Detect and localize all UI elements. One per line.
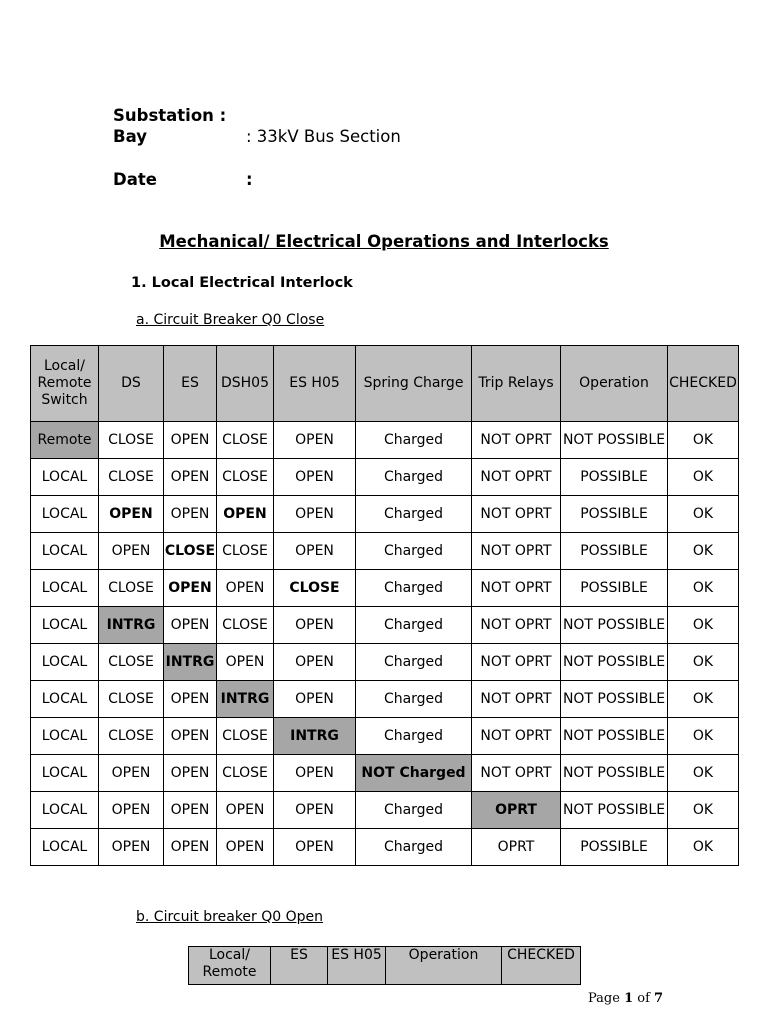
table-cell: OPEN — [274, 681, 356, 718]
table-cell: INTRG — [274, 718, 356, 755]
table-cell: INTRG — [99, 607, 164, 644]
table-row — [31, 829, 739, 866]
interlock-open-table — [188, 946, 581, 985]
table-cell: OPEN — [274, 496, 356, 533]
column-header: Operation — [561, 346, 668, 422]
table-cell: NOT OPRT — [472, 459, 561, 496]
bay-value: : 33kV Bus Section — [246, 127, 401, 146]
table-cell: OPEN — [164, 570, 217, 607]
table-row — [31, 459, 739, 496]
table-row — [31, 644, 739, 681]
date-value: : — [246, 170, 253, 189]
table-cell: OK — [668, 681, 739, 718]
table-cell: POSSIBLE — [561, 533, 668, 570]
column-header: Spring Charge — [356, 346, 472, 422]
column-header: ES H05 — [328, 947, 386, 985]
table-cell: OPEN — [217, 496, 274, 533]
bay-label: Bay — [113, 127, 147, 146]
table-cell: LOCAL — [31, 644, 99, 681]
of-label: of — [637, 991, 650, 1006]
date-field — [113, 170, 253, 189]
table-cell: OPEN — [274, 829, 356, 866]
table-cell: CLOSE — [164, 533, 217, 570]
table-cell: OPEN — [164, 459, 217, 496]
table-cell: Charged — [356, 718, 472, 755]
table-row — [31, 422, 739, 459]
table-cell: OK — [668, 792, 739, 829]
table-cell: NOT OPRT — [472, 681, 561, 718]
table-cell: Remote — [31, 422, 99, 459]
table-cell: OK — [668, 570, 739, 607]
table-cell: Charged — [356, 792, 472, 829]
table-cell: LOCAL — [31, 459, 99, 496]
table-cell: OK — [668, 718, 739, 755]
column-header: Trip Relays — [472, 346, 561, 422]
table-cell: OPEN — [99, 792, 164, 829]
table-cell: OPEN — [217, 829, 274, 866]
table-cell: NOT OPRT — [472, 496, 561, 533]
table-cell: OPEN — [99, 755, 164, 792]
substation-label: Substation : — [113, 106, 227, 125]
table-cell: Charged — [356, 496, 472, 533]
table-cell: LOCAL — [31, 496, 99, 533]
table-row — [31, 533, 739, 570]
table-cell: OPEN — [164, 829, 217, 866]
table-cell: Charged — [356, 681, 472, 718]
table-row — [31, 496, 739, 533]
table-cell: OPEN — [274, 607, 356, 644]
table-cell: OPEN — [99, 496, 164, 533]
table-cell: OPEN — [164, 755, 217, 792]
table-row — [31, 570, 739, 607]
table-cell: CLOSE — [217, 422, 274, 459]
table-cell: Charged — [356, 644, 472, 681]
column-header: ES — [164, 346, 217, 422]
table-cell: NOT POSSIBLE — [561, 422, 668, 459]
column-header: Local/ Remote — [189, 947, 271, 985]
table-cell: NOT OPRT — [472, 533, 561, 570]
table-cell: OPEN — [99, 533, 164, 570]
table-cell: CLOSE — [274, 570, 356, 607]
table-cell: NOT POSSIBLE — [561, 755, 668, 792]
table-cell: NOT OPRT — [472, 718, 561, 755]
table-cell: CLOSE — [217, 607, 274, 644]
table-cell: LOCAL — [31, 570, 99, 607]
table-row — [31, 755, 739, 792]
table-cell: OK — [668, 755, 739, 792]
substation-field — [113, 106, 226, 125]
table-cell: CLOSE — [99, 644, 164, 681]
table-cell: NOT OPRT — [472, 644, 561, 681]
table-cell: OPEN — [274, 755, 356, 792]
table-cell: LOCAL — [31, 681, 99, 718]
table-cell: POSSIBLE — [561, 496, 668, 533]
table-cell: CLOSE — [217, 533, 274, 570]
table-cell: Charged — [356, 533, 472, 570]
table-cell: OPRT — [472, 792, 561, 829]
table-cell: OPEN — [217, 644, 274, 681]
column-header: ES H05 — [274, 346, 356, 422]
page-number: 1 — [624, 991, 634, 1006]
column-header: Local/ Remote Switch — [31, 346, 99, 422]
date-label: Date — [113, 170, 157, 189]
table-cell: LOCAL — [31, 792, 99, 829]
column-header: ES — [271, 947, 328, 985]
table-cell: NOT OPRT — [472, 755, 561, 792]
column-header: CHECKED — [668, 346, 739, 422]
table-cell: INTRG — [164, 644, 217, 681]
table-cell: CLOSE — [99, 422, 164, 459]
table-cell: POSSIBLE — [561, 459, 668, 496]
table-cell: NOT OPRT — [472, 570, 561, 607]
table-cell: Charged — [356, 459, 472, 496]
table-cell: OPEN — [274, 533, 356, 570]
table-cell: NOT POSSIBLE — [561, 681, 668, 718]
table-cell: OPEN — [99, 829, 164, 866]
page-total: 7 — [654, 991, 664, 1006]
table-cell: LOCAL — [31, 755, 99, 792]
table-cell: Charged — [356, 422, 472, 459]
bay-field — [113, 127, 401, 146]
table-cell: OK — [668, 496, 739, 533]
table-cell: OPEN — [164, 496, 217, 533]
table-cell: OPEN — [164, 718, 217, 755]
table-header-row — [189, 947, 581, 985]
subsection-a-heading: a. Circuit Breaker Q0 Close — [136, 312, 325, 328]
table-cell: OK — [668, 607, 739, 644]
table-cell: OPEN — [274, 792, 356, 829]
table-cell: CLOSE — [99, 681, 164, 718]
interlock-close-table — [30, 345, 739, 866]
column-header: CHECKED — [502, 947, 581, 985]
table-cell: LOCAL — [31, 607, 99, 644]
table-cell: NOT OPRT — [472, 422, 561, 459]
table-cell: OPEN — [274, 422, 356, 459]
table-cell: NOT POSSIBLE — [561, 607, 668, 644]
table-cell: OPEN — [164, 422, 217, 459]
table-cell: NOT Charged — [356, 755, 472, 792]
table-cell: NOT POSSIBLE — [561, 644, 668, 681]
table-cell: NOT POSSIBLE — [561, 792, 668, 829]
column-header: DS — [99, 346, 164, 422]
subsection-b-heading: b. Circuit breaker Q0 Open — [136, 909, 324, 925]
table-cell: Charged — [356, 607, 472, 644]
table-header-row — [31, 346, 739, 422]
table-cell: OK — [668, 459, 739, 496]
table-row — [31, 792, 739, 829]
column-header: DSH05 — [217, 346, 274, 422]
page-title: Mechanical/ Electrical Operations and Interlocks — [159, 232, 609, 251]
table-cell: CLOSE — [217, 755, 274, 792]
table-cell: NOT POSSIBLE — [561, 718, 668, 755]
table-cell: POSSIBLE — [561, 829, 668, 866]
table-cell: CLOSE — [99, 718, 164, 755]
table-cell: OK — [668, 829, 739, 866]
column-header: Operation — [386, 947, 502, 985]
table-cell: OPEN — [164, 792, 217, 829]
table-cell: OK — [668, 533, 739, 570]
table-cell: LOCAL — [31, 718, 99, 755]
table-cell: LOCAL — [31, 533, 99, 570]
table-cell: OPEN — [274, 459, 356, 496]
page-label: Page — [588, 991, 620, 1006]
table-cell: OPEN — [217, 792, 274, 829]
table-row — [31, 607, 739, 644]
table-cell: OPEN — [217, 570, 274, 607]
table-cell: Charged — [356, 829, 472, 866]
table-cell: Charged — [356, 570, 472, 607]
table-cell: OK — [668, 644, 739, 681]
table-cell: CLOSE — [217, 459, 274, 496]
table-cell: OPEN — [164, 681, 217, 718]
table-cell: OPEN — [164, 607, 217, 644]
table-cell: OK — [668, 422, 739, 459]
table-row — [31, 718, 739, 755]
table-cell: INTRG — [217, 681, 274, 718]
section-heading: 1. Local Electrical Interlock — [131, 275, 353, 291]
page-footer — [588, 991, 663, 1006]
table-cell: OPRT — [472, 829, 561, 866]
table-cell: LOCAL — [31, 829, 99, 866]
table-cell: CLOSE — [99, 459, 164, 496]
table-cell: CLOSE — [217, 718, 274, 755]
table-row — [31, 681, 739, 718]
table-cell: OPEN — [274, 644, 356, 681]
table-cell: CLOSE — [99, 570, 164, 607]
table-cell: NOT OPRT — [472, 607, 561, 644]
table-cell: POSSIBLE — [561, 570, 668, 607]
